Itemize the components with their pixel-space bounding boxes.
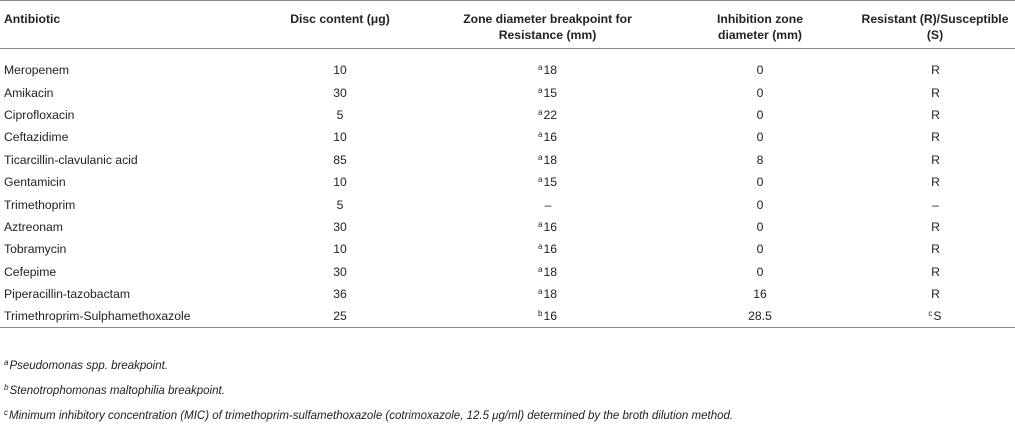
header-result: Resistant (R)/Susceptible (S) <box>861 12 1009 42</box>
cell-antibiotic <box>0 216 250 238</box>
footnote-marker: a <box>537 130 543 140</box>
footnote-line <box>4 377 733 402</box>
cell-breakpoint-value: 22 <box>543 107 557 122</box>
cell-inhibition-zone <box>665 261 855 283</box>
cell-disc-content <box>250 216 430 238</box>
cell-disc-content <box>250 238 430 260</box>
cell-breakpoint-value: 16 <box>543 130 557 145</box>
cell-result-value: R <box>931 219 940 234</box>
cell-inhibition-zone-value: 0 <box>756 130 764 145</box>
cell-inhibition-zone <box>665 238 855 260</box>
footnote-marker: b <box>537 309 543 319</box>
cell-breakpoint-value: 16 <box>543 242 557 257</box>
table-header-row <box>0 1 1015 49</box>
cell-breakpoint <box>430 81 665 103</box>
cell-breakpoint <box>430 59 665 81</box>
cell-antibiotic-value: Amikacin <box>4 85 54 100</box>
footnote-marker: a <box>537 152 543 162</box>
cell-disc-content-value: 5 <box>336 197 344 212</box>
footnote-marker: a <box>537 63 543 73</box>
cell-antibiotic <box>0 261 250 283</box>
cell-result <box>855 104 1015 126</box>
cell-disc-content <box>250 59 430 81</box>
cell-breakpoint-value: 16 <box>543 219 557 234</box>
cell-result-value: R <box>931 107 940 122</box>
footnote-text: Minimum inhibitory concentration (MIC) of trimethoprim-sulfamethoxazole (cotrimoxazole, 12.5 μg/ml) determined by the broth dilution method. <box>9 410 734 422</box>
table-row <box>0 216 1015 238</box>
table-row <box>0 305 1015 327</box>
table-row <box>0 283 1015 305</box>
cell-antibiotic <box>0 238 250 260</box>
cell-disc-content <box>250 81 430 103</box>
cell-disc-content-value: 85 <box>333 152 347 167</box>
cell-breakpoint <box>430 126 665 148</box>
cell-antibiotic-value: Trimethoprim <box>4 197 76 212</box>
cell-result-value: R <box>931 242 940 257</box>
cell-breakpoint <box>430 216 665 238</box>
cell-antibiotic <box>0 193 250 215</box>
cell-inhibition-zone-value: 28.5 <box>748 309 772 324</box>
cell-disc-content <box>250 193 430 215</box>
footnote-marker: a <box>537 264 543 274</box>
footnote-marker: c <box>4 408 8 417</box>
cell-antibiotic <box>0 81 250 103</box>
header-antibiotic: Antibiotic <box>4 12 61 26</box>
cell-result-value: R <box>931 287 940 302</box>
table-row <box>0 193 1015 215</box>
footnote-marker: a <box>537 107 543 117</box>
cell-inhibition-zone <box>665 283 855 305</box>
cell-antibiotic <box>0 126 250 148</box>
cell-inhibition-zone <box>665 149 855 171</box>
cell-inhibition-zone <box>665 216 855 238</box>
cell-result <box>855 126 1015 148</box>
cell-result-value: R <box>931 175 940 190</box>
cell-breakpoint-value: 18 <box>543 264 557 279</box>
cell-result-value: R <box>931 130 940 145</box>
table-row <box>0 59 1015 81</box>
cell-breakpoint-value: 18 <box>543 63 557 78</box>
cell-result <box>855 149 1015 171</box>
cell-breakpoint <box>430 283 665 305</box>
footnote-marker: a <box>4 358 9 367</box>
cell-inhibition-zone <box>665 104 855 126</box>
cell-breakpoint-value: 15 <box>543 85 557 100</box>
footnote-marker: a <box>537 175 543 185</box>
cell-result-value: R <box>931 63 940 78</box>
cell-disc-content <box>250 305 430 327</box>
cell-disc-content-value: 10 <box>333 175 347 190</box>
cell-disc-content <box>250 149 430 171</box>
cell-breakpoint <box>430 149 665 171</box>
cell-antibiotic-value: Ceftazidime <box>4 130 69 145</box>
footnote-text: Stenotrophomonas maltophilia breakpoint. <box>9 385 225 397</box>
cell-antibiotic <box>0 305 250 327</box>
footnote-marker: a <box>537 219 543 229</box>
cell-breakpoint <box>430 238 665 260</box>
cell-disc-content <box>250 104 430 126</box>
cell-result-value: – <box>932 197 939 212</box>
cell-antibiotic-value: Ticarcillin-clavulanic acid <box>4 152 138 167</box>
header-breakpoint: Zone diameter breakpoint for Resistance (mm) <box>463 12 632 42</box>
cell-disc-content <box>250 283 430 305</box>
cell-antibiotic-value: Trimethroprim-Sulphamethoxazole <box>4 309 191 324</box>
cell-breakpoint-value: 18 <box>543 287 557 302</box>
cell-breakpoint-value: 16 <box>543 309 557 324</box>
cell-breakpoint <box>430 305 665 327</box>
cell-inhibition-zone-value: 0 <box>756 264 764 279</box>
cell-disc-content-value: 36 <box>333 287 347 302</box>
cell-disc-content <box>250 261 430 283</box>
cell-disc-content-value: 5 <box>336 107 344 122</box>
cell-disc-content-value: 10 <box>333 130 347 145</box>
cell-antibiotic-value: Meropenem <box>4 63 70 78</box>
cell-breakpoint <box>430 104 665 126</box>
footnote-marker: a <box>537 287 543 297</box>
cell-inhibition-zone-value: 0 <box>756 219 764 234</box>
cell-inhibition-zone <box>665 81 855 103</box>
cell-result <box>855 261 1015 283</box>
table-row <box>0 149 1015 171</box>
table-row <box>0 238 1015 260</box>
footnote-text: Pseudomonas spp. breakpoint. <box>9 360 168 372</box>
cell-inhibition-zone <box>665 59 855 81</box>
table-row <box>0 126 1015 148</box>
cell-disc-content-value: 30 <box>333 219 347 234</box>
cell-result-value: R <box>931 264 940 279</box>
cell-result <box>855 305 1015 327</box>
cell-antibiotic-value: Aztreonam <box>4 219 63 234</box>
footnotes <box>4 352 733 427</box>
cell-result-value: S <box>933 309 942 324</box>
table-row <box>0 261 1015 283</box>
cell-breakpoint-value: 18 <box>543 152 557 167</box>
footnote-line <box>4 352 733 377</box>
cell-antibiotic <box>0 283 250 305</box>
cell-disc-content-value: 30 <box>333 85 347 100</box>
cell-antibiotic <box>0 59 250 81</box>
cell-result <box>855 81 1015 103</box>
cell-antibiotic <box>0 149 250 171</box>
cell-antibiotic-value: Gentamicin <box>4 175 66 190</box>
cell-disc-content-value: 10 <box>333 63 347 78</box>
header-disc-content: Disc content (μg) <box>290 12 390 26</box>
cell-inhibition-zone-value: 8 <box>756 152 764 167</box>
cell-inhibition-zone-value: 0 <box>756 175 764 190</box>
footnote-marker: a <box>537 242 543 252</box>
cell-result-value: R <box>931 152 940 167</box>
cell-result <box>855 59 1015 81</box>
cell-result <box>855 171 1015 193</box>
cell-breakpoint <box>430 261 665 283</box>
cell-antibiotic <box>0 171 250 193</box>
cell-antibiotic-value: Ciprofloxacin <box>4 107 75 122</box>
cell-antibiotic-value: Cefepime <box>4 264 57 279</box>
cell-result <box>855 238 1015 260</box>
cell-disc-content-value: 25 <box>333 309 347 324</box>
cell-breakpoint-value: – <box>544 197 552 212</box>
cell-disc-content-value: 30 <box>333 264 347 279</box>
footnote-marker: b <box>4 383 9 392</box>
table-row <box>0 171 1015 193</box>
cell-inhibition-zone-value: 0 <box>756 107 764 122</box>
cell-inhibition-zone-value: 16 <box>753 287 767 302</box>
cell-result <box>855 283 1015 305</box>
cell-inhibition-zone-value: 0 <box>756 63 764 78</box>
cell-inhibition-zone <box>665 305 855 327</box>
cell-breakpoint-value: 15 <box>543 175 557 190</box>
footnote-marker: c <box>928 309 933 319</box>
cell-disc-content <box>250 171 430 193</box>
footnote-marker: a <box>537 85 543 95</box>
cell-result <box>855 216 1015 238</box>
cell-antibiotic-value: Piperacillin-tazobactam <box>4 287 130 302</box>
header-inhibition-zone: Inhibition zone diameter (mm) <box>717 12 803 42</box>
cell-inhibition-zone <box>665 171 855 193</box>
cell-inhibition-zone <box>665 126 855 148</box>
cell-breakpoint <box>430 193 665 215</box>
cell-inhibition-zone-value: 0 <box>756 197 764 212</box>
table-row <box>0 81 1015 103</box>
cell-result <box>855 193 1015 215</box>
cell-inhibition-zone <box>665 193 855 215</box>
cell-inhibition-zone-value: 0 <box>756 85 764 100</box>
cell-inhibition-zone-value: 0 <box>756 242 764 257</box>
cell-disc-content-value: 10 <box>333 242 347 257</box>
cell-disc-content <box>250 126 430 148</box>
cell-antibiotic-value: Tobramycin <box>4 242 67 257</box>
cell-breakpoint <box>430 171 665 193</box>
table-row <box>0 104 1015 126</box>
cell-result-value: R <box>931 85 940 100</box>
cell-antibiotic <box>0 104 250 126</box>
